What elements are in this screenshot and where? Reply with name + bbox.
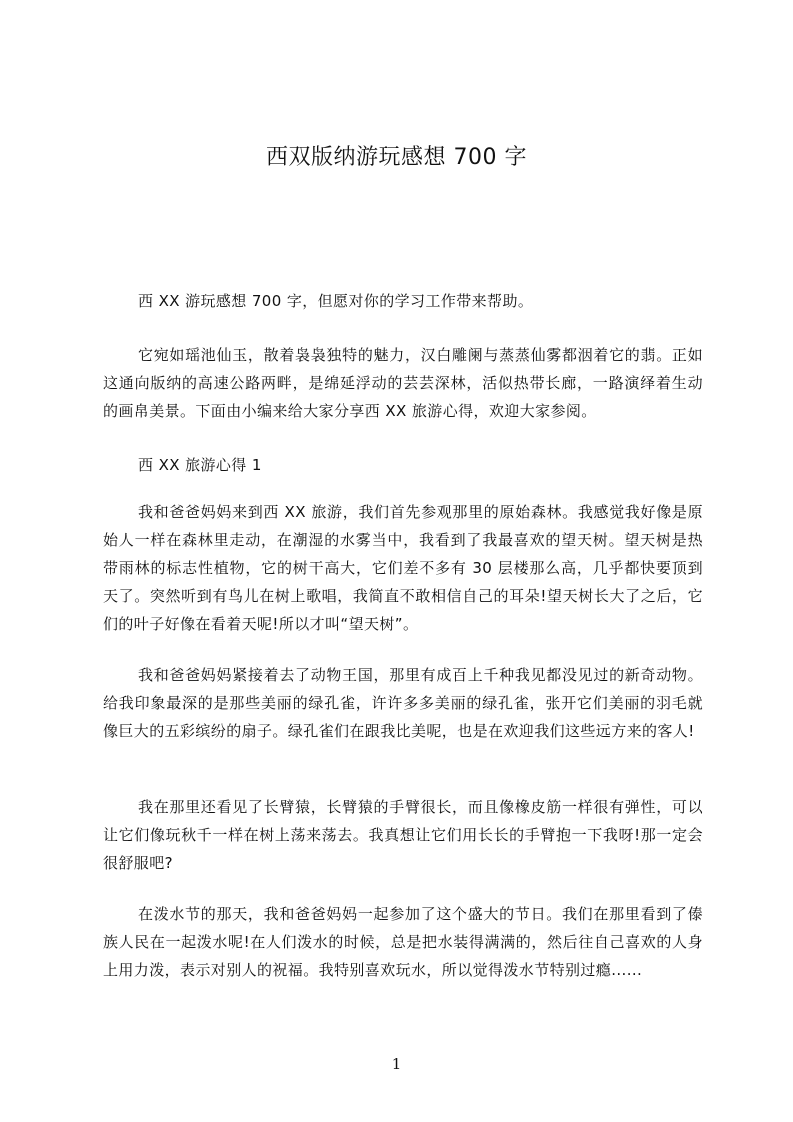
- section-heading: 西 XX 旅游心得 1: [138, 456, 262, 474]
- intro-paragraph: 西 XX 游玩感想 700 字，但愿对你的学习工作带来帮助。: [138, 292, 534, 310]
- body-paragraph-water-festival: 在泼水节的那天，我和爸爸妈妈一起参加了这个盛大的节日。我们在那里看到了傣族人民在一起泼水呢!在人们泼水的时候，总是把水装得满满的，然后往自己喜欢的人身上用力泼，表示对别人的祝福。我特别喜欢玩水，所以觉得泼水节特别过瘾......: [103, 905, 703, 979]
- body-paragraph-gibbons: 我在那里还看见了长臂猿，长臂猿的手臂很长，而且像橡皮筋一样很有弹性，可以让它们像玩秋千一样在树上荡来荡去。我真想让它们用长长的手臂抱一下我呀!那一定会很舒服吧?: [103, 798, 703, 872]
- body-paragraph-peacocks: 我和爸爸妈妈紧接着去了动物王国，那里有成百上千种我见都没见过的新奇动物。给我印象最深的是那些美丽的绿孔雀，许许多多美丽的绿孔雀，张开它们美丽的羽毛就像巨大的五彩缤纷的扇子。绿孔雀们在跟我比美呢，也是在欢迎我们这些远方来的客人!: [103, 666, 703, 740]
- page-number: 1: [391, 1055, 402, 1073]
- overview-paragraph: 它宛如瑶池仙玉，散着袅袅独特的魅力，汉白雕阑与蒸蒸仙雾都洇着它的翡。正如这通向版纳的高速公路两畔，是绵延浮动的芸芸深林，活似热带长廊，一路演绎着生动的画帛美景。下面由小编来给大家分享西 XX 旅游心得，欢迎大家参阅。: [103, 346, 703, 420]
- body-paragraph-forest: 我和爸爸妈妈来到西 XX 旅游，我们首先参观那里的原始森林。我感觉我好像是原始人一样在森林里走动，在潮湿的水雾当中，我看到了我最喜欢的望天树。望天树是热带雨林的标志性植物，它的树干高大，它们差不多有 30 层楼那么高，几乎都快要顶到天了。突然听到有鸟儿在树上歌唱，我简直不敢相信自己的耳朵!望天树长大了之后，它们的叶子好像在看着天呢!所以才叫“望天树”。: [103, 503, 703, 633]
- document-title: 西双版纳游玩感想 700 字: [266, 145, 527, 170]
